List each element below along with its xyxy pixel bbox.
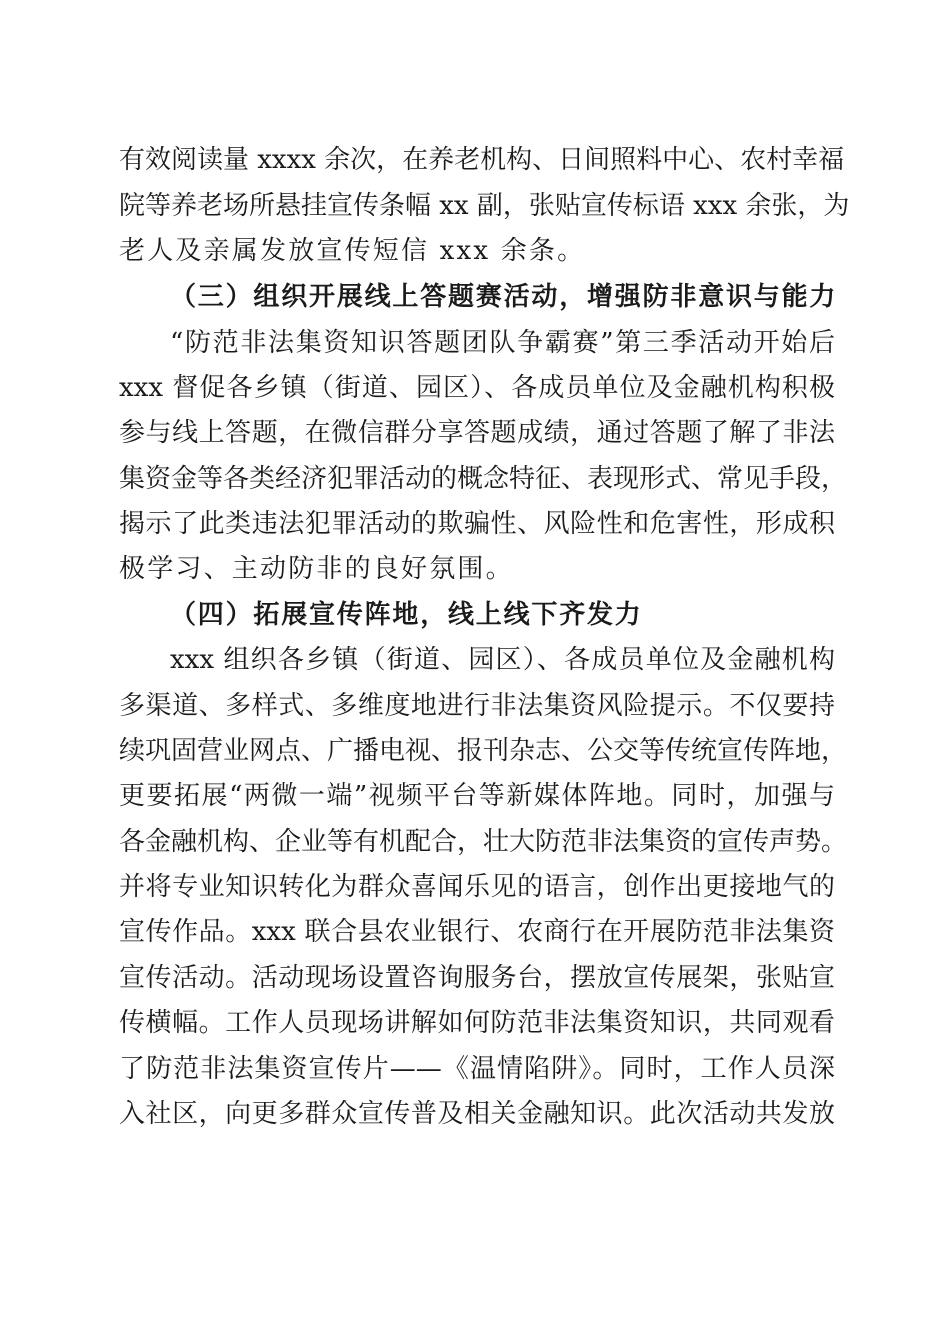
text-line: 极学习、主动防非的良好氛围。: [119, 554, 514, 584]
text-line: 老人及亲属发放宣传短信 xxx 余条。: [119, 236, 586, 266]
text-line: 参与线上答题，在微信群分享答题成绩，通过答题了解了非法: [119, 418, 835, 448]
text-line: 多渠道、多样式、多维度地进行非法集资风险提示。不仅要持: [119, 691, 835, 721]
text-line: 入社区，向更多群众宣传普及相关金融知识。此次活动共发放: [119, 1099, 835, 1129]
text-line: 有效阅读量 xxxx 余次，在养老机构、日间照料中心、农村幸福: [119, 145, 845, 175]
text-line: 揭示了此类违法犯罪活动的欺骗性、风险性和危害性，形成积: [119, 509, 835, 539]
text-line: 续巩固营业网点、广播电视、报刊杂志、公交等传统宣传阵地，: [119, 736, 848, 766]
text-line: xxx 督促各乡镇（街道、园区）、各成员单位及金融机构积极: [119, 373, 835, 403]
text-line: 传横幅。工作人员现场讲解如何防范非法集资知识，共同观看: [119, 1008, 835, 1038]
section-heading: （三）组织开展线上答题赛活动，增强防非意识与能力: [170, 282, 838, 312]
text-line: 宣传活动。活动现场设置咨询服务台，摆放宣传展架，张贴宣: [119, 963, 835, 993]
text-line: xxx 组织各乡镇（街道、园区）、各成员单位及金融机构: [170, 645, 835, 675]
section-heading: （四）拓展宣传阵地，线上线下齐发力: [170, 600, 643, 630]
text-line: 并将专业知识转化为群众喜闻乐见的语言，创作出更接地气的: [119, 872, 835, 902]
text-line: 院等养老场所悬挂宣传条幅 xx 副，张贴宣传标语 xxx 余张，为: [119, 191, 850, 221]
text-line: 宣传作品。xxx 联合县农业银行、农商行在开展防范非法集资: [119, 917, 835, 947]
text-line: 集资金等各类经济犯罪活动的概念特征、表现形式、常见手段，: [119, 464, 848, 494]
text-line: 了防范非法集资宣传片——《温情陷阱》。同时，工作人员深: [119, 1054, 835, 1084]
text-line: 各金融机构、企业等有机配合，壮大防范非法集资的宣传声势。: [119, 827, 848, 857]
text-line: “防范非法集资知识答题团队争霸赛”第三季活动开始后: [170, 328, 835, 358]
text-line: 更要拓展“两微一端”视频平台等新媒体阵地。同时，加强与: [119, 781, 835, 811]
